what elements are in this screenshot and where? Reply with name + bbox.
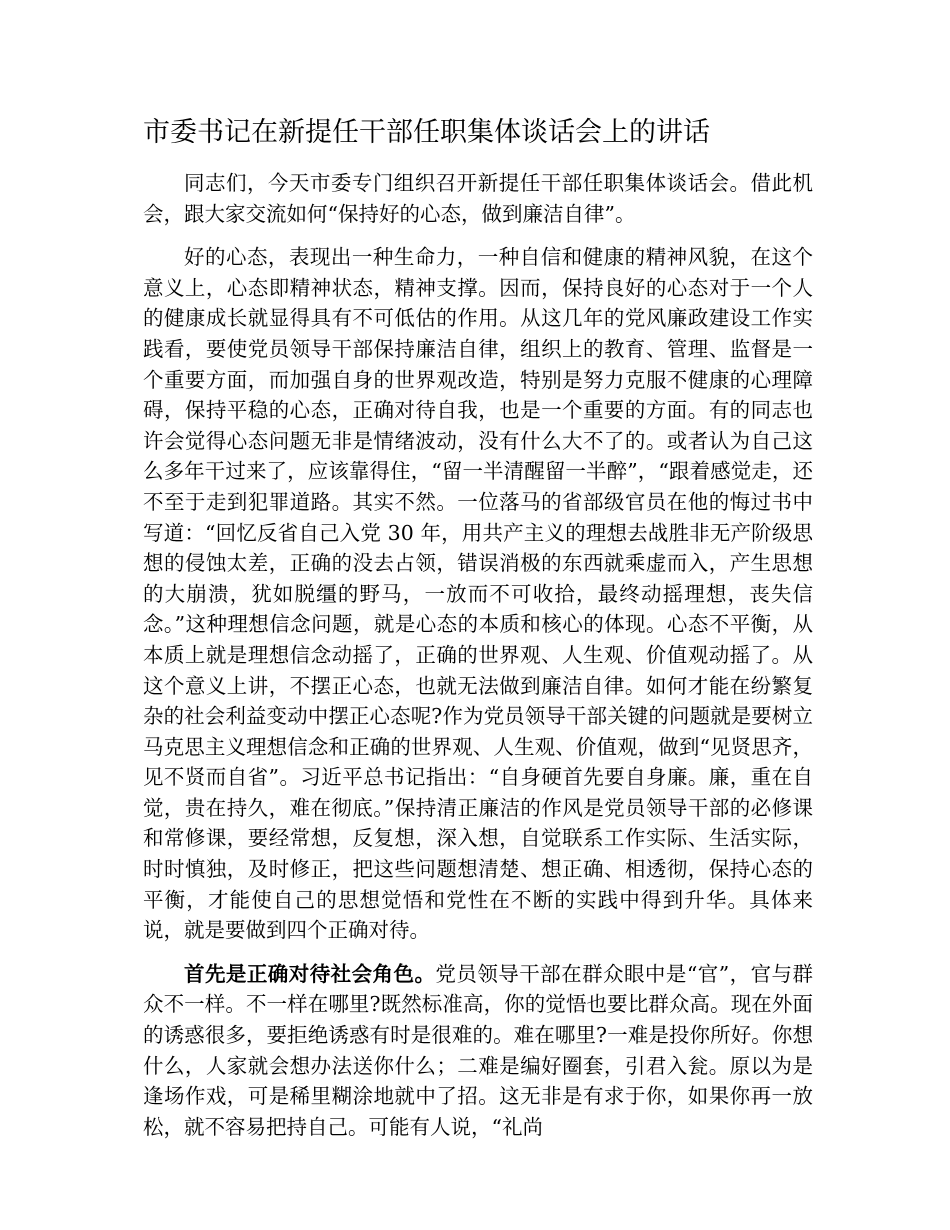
document-body xyxy=(143,168,813,1155)
opening-paragraph: 同志们，今天市委专门组织召开新提任干部任职集体谈话会。借此机会，跟大家交流如何“保持好的心态，做到廉洁自律”。 xyxy=(143,171,813,226)
social-role-paragraph xyxy=(143,959,813,1143)
section-text: 党员领导干部在群众眼中是“官”，官与群众不一样。不一样在哪里?既然标准高，你的觉悟也要比群众高。现在外面的诱惑很多，要拒绝诱惑有时是很难的。难在哪里?一难是投你所好。你想什么，人家就会想办法送你什么；二难是编好圈套，引君入瓮。原以为是逢场作戏，可是稀里糊涂地就中了招。这无非是有求于你，如果你再一放松，就不容易把持自己。可能有人说，“礼尚 xyxy=(143,961,814,1139)
section-heading: 首先是正确对待社会角色。 xyxy=(184,961,436,986)
document-title: 市委书记在新提任干部任职集体谈话会上的讲话 xyxy=(143,117,710,148)
mindset-paragraph: 好的心态，表现出一种生命力，一种自信和健康的精神风貌，在这个意义上，心态即精神状态，精神支撑。因而，保持良好的心态对于一个人的健康成长就显得具有不可低估的作用。从这几年的党风廉政建设工作实践看，要使党员领导干部保持廉洁自律，组织上的教育、管理、监督是一个重要方面，而加强自身的世界观改造，特别是努力克服不健康的心理障碍，保持平稳的心态，正确对待自我，也是一个重要的方面。有的同志也许会觉得心态问题无非是情绪波动，没有什么大不了的。或者认为自己这么多年干过来了，应该靠得住，“留一半清醒留一半醉”，“跟着感觉走，还不至于走到犯罪道路。其实不然。一位落马的省部级官员在他的悔过书中写道：“回忆反省自己入党 30 年，用共产主义的理想去战胜非无产阶级思想的侵蚀太差，正确的没去占领，错误消极的东西就乘虚而入，产生思想的大崩溃，犹如脱缰的野马，一放而不可收拾，最终动摇理想，丧失信念。”这种理想信念问题，就是心态的本质和核心的体现。心态不平衡，从本质上就是理想信念动摇了，正确的世界观、人生观、价值观动摇了。从这个意义上讲，不摆正心态，也就无法做到廉洁自律。如何才能在纷繁复杂的社会利益变动中摆正心态呢?作为党员领导干部关键的问题就是要树立马克思主义理想信念和正确的世界观、人生观、价值观，做到“见贤思齐，见不贤而自省”。习近平总书记指出：“自身硬首先要自身廉。廉，重在自觉，贵在持久，难在彻底。”保持清正廉洁的作风是党员领导干部的必修课和常修课，要经常想，反复想，深入想，自觉联系工作实际、生活实际，时时慎独，及时修正，把这些问题想清楚、想正确、相透彻，保持心态的平衡，才能使自己的思想觉悟和党性在不断的实践中得到升华。具体来说，就是要做到四个正确对待。 xyxy=(143,245,813,943)
